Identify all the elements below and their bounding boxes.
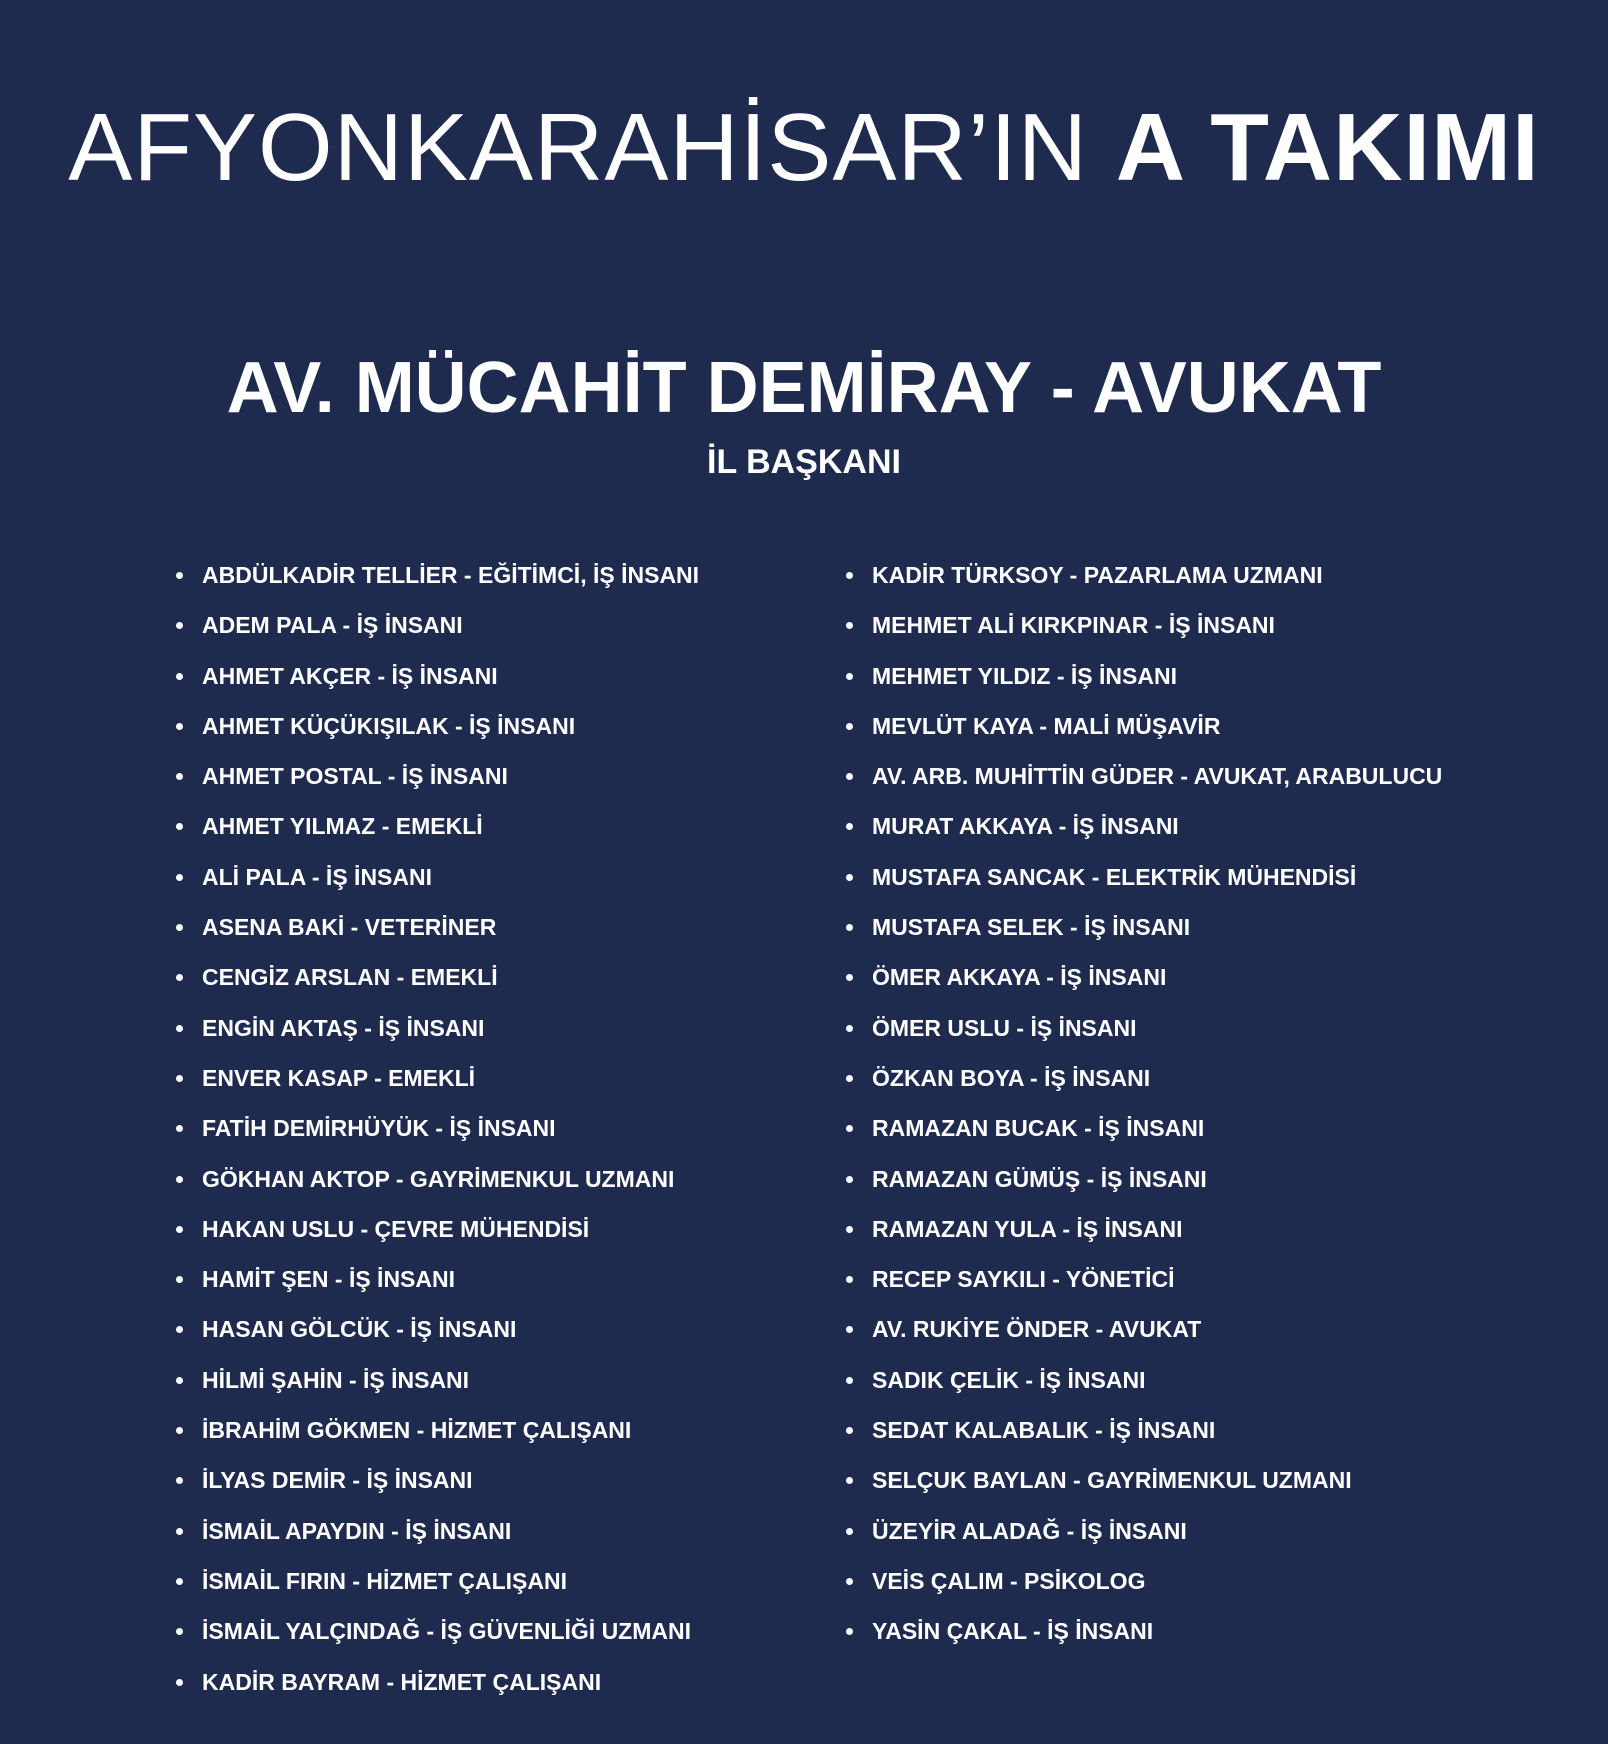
bullet-icon [176, 723, 183, 730]
member-name-role: MURAT AKKAYA - İŞ İNSANI [872, 813, 1179, 840]
bullet-icon [176, 1628, 183, 1635]
bullet-icon [176, 1427, 183, 1434]
bullet-icon [846, 773, 853, 780]
bullet-icon [176, 1176, 183, 1183]
member-name-role: ABDÜLKADİR TELLİER - EĞİTİMCİ, İŞ İNSANI [202, 562, 700, 588]
bullet-icon [846, 622, 853, 629]
member-list-item [172, 1204, 812, 1254]
member-name-role: MEHMET YILDIZ - İŞ İNSANI [872, 662, 1177, 689]
member-name-role: HİLMİ ŞAHİN - İŞ İNSANI [202, 1366, 470, 1393]
members-list-left [172, 550, 812, 1707]
bullet-icon [176, 924, 183, 931]
member-list-item [842, 801, 1482, 851]
member-list-item [172, 1355, 812, 1405]
member-name-role: AHMET YILMAZ - EMEKLİ [202, 813, 483, 840]
member-name-role: SELÇUK BAYLAN - GAYRİMENKUL UZMANI [872, 1467, 1352, 1494]
member-name-role: HAMİT ŞEN - İŞ İNSANI [202, 1266, 456, 1293]
bullet-icon [176, 1075, 183, 1082]
headline-bold: A TAKIMI [1115, 94, 1540, 201]
member-name-role: ÖMER AKKAYA - İŞ İNSANI [872, 964, 1167, 991]
member-name-role: SEDAT KALABALIK - İŞ İNSANI [872, 1417, 1216, 1444]
member-list-item [172, 1003, 812, 1053]
bullet-icon [176, 572, 183, 579]
bullet-icon [846, 1326, 853, 1333]
bullet-icon [176, 1326, 183, 1333]
member-list-item [842, 651, 1482, 701]
page-headline [0, 94, 1608, 201]
member-list-item [172, 651, 812, 701]
bullet-icon [176, 1578, 183, 1585]
bullet-icon [846, 1377, 853, 1384]
member-list-item [842, 751, 1482, 801]
member-list-item [842, 952, 1482, 1002]
member-name-role: RAMAZAN BUCAK - İŞ İNSANI [872, 1115, 1205, 1142]
bullet-icon [846, 1075, 853, 1082]
bullet-icon [176, 1377, 183, 1384]
member-name-role: ÖZKAN BOYA - İŞ İNSANI [872, 1064, 1151, 1091]
member-list-item [172, 1053, 812, 1103]
member-list-item [172, 902, 812, 952]
member-name-role: İBRAHİM GÖKMEN - HİZMET ÇALIŞANI [202, 1417, 632, 1444]
bullet-icon [176, 773, 183, 780]
member-list-item [172, 1154, 812, 1204]
bullet-icon [846, 1578, 853, 1585]
member-name-role: HAKAN USLU - ÇEVRE MÜHENDİSİ [202, 1215, 590, 1242]
member-list-item [842, 1506, 1482, 1556]
member-list-item [172, 701, 812, 751]
member-name-role: CENGİZ ARSLAN - EMEKLİ [202, 964, 498, 991]
member-list-item [842, 600, 1482, 650]
member-list-item [172, 1606, 812, 1656]
bullet-icon [176, 1477, 183, 1484]
members-list-right [842, 550, 1482, 1657]
member-name-role: İSMAİL YALÇINDAĞ - İŞ GÜVENLİĞİ UZMANI [202, 1618, 691, 1645]
member-name-role: RECEP SAYKILI - YÖNETİCİ [872, 1266, 1175, 1293]
member-list-item [172, 1657, 812, 1707]
bullet-icon [176, 1276, 183, 1283]
member-list-item [842, 852, 1482, 902]
member-name-role: İSMAİL APAYDIN - İŞ İNSANI [202, 1517, 512, 1544]
member-name-role: AV. RUKİYE ÖNDER - AVUKAT [872, 1316, 1202, 1343]
member-list-item [172, 1455, 812, 1505]
bullet-icon [846, 1477, 853, 1484]
member-name-role: KADİR TÜRKSOY - PAZARLAMA UZMANI [872, 562, 1323, 588]
bullet-icon [846, 723, 853, 730]
member-name-role: YASİN ÇAKAL - İŞ İNSANI [872, 1618, 1154, 1645]
bullet-icon [846, 874, 853, 881]
member-list-item [172, 1405, 812, 1455]
member-name-role: ADEM PALA - İŞ İNSANI [202, 612, 463, 639]
member-name-role: MUSTAFA SANCAK - ELEKTRİK MÜHENDİSİ [872, 863, 1357, 890]
bullet-icon [176, 1679, 183, 1686]
member-list-item [172, 1254, 812, 1304]
leader-title: İL BAŞKANI [707, 443, 901, 481]
member-name-role: AV. ARB. MUHİTTİN GÜDER - AVUKAT, ARABULUCU [872, 763, 1443, 790]
member-name-role: İSMAİL FIRIN - HİZMET ÇALIŞANI [202, 1567, 568, 1594]
bullet-icon [846, 1528, 853, 1535]
bullet-icon [846, 1628, 853, 1635]
member-list-item [172, 600, 812, 650]
bullet-icon [846, 1427, 853, 1434]
bullet-icon [846, 823, 853, 830]
bullet-icon [846, 1025, 853, 1032]
member-list-item [842, 1405, 1482, 1455]
member-list-item [842, 1204, 1482, 1254]
member-list-item [172, 550, 812, 600]
bullet-icon [176, 823, 183, 830]
member-list-item [172, 1304, 812, 1354]
bullet-icon [176, 1226, 183, 1233]
bullet-icon [846, 572, 853, 579]
member-name-role: ASENA BAKİ - VETERİNER [202, 914, 497, 941]
member-name-role: RAMAZAN GÜMÜŞ - İŞ İNSANI [872, 1165, 1207, 1192]
member-name-role: ÖMER USLU - İŞ İNSANI [872, 1014, 1137, 1041]
bullet-icon [846, 974, 853, 981]
member-list-item [842, 1355, 1482, 1405]
bullet-icon [176, 1528, 183, 1535]
bullet-icon [846, 1276, 853, 1283]
bullet-icon [176, 673, 183, 680]
member-list-item [842, 1254, 1482, 1304]
member-list-item [842, 1103, 1482, 1153]
bullet-icon [846, 673, 853, 680]
bullet-icon [846, 924, 853, 931]
member-list-item [172, 1506, 812, 1556]
member-list-item [842, 1154, 1482, 1204]
member-name-role: RAMAZAN YULA - İŞ İNSANI [872, 1215, 1183, 1242]
member-name-role: AHMET AKÇER - İŞ İNSANI [202, 662, 498, 689]
bullet-icon [846, 1125, 853, 1132]
member-list-item [842, 701, 1482, 751]
bullet-icon [176, 1125, 183, 1132]
member-name-role: SADIK ÇELİK - İŞ İNSANI [872, 1366, 1146, 1393]
member-name-role: MEHMET ALİ KIRKPINAR - İŞ İNSANI [872, 612, 1275, 639]
member-name-role: KADİR BAYRAM - HİZMET ÇALIŞANI [202, 1668, 602, 1695]
member-name-role: VEİS ÇALIM - PSİKOLOG [872, 1567, 1146, 1594]
member-name-role: ALİ PALA - İŞ İNSANI [202, 863, 432, 890]
member-list-item [842, 1606, 1482, 1656]
member-name-role: MEVLÜT KAYA - MALİ MÜŞAVİR [872, 712, 1221, 739]
bullet-icon [176, 974, 183, 981]
leader-name: AV. MÜCAHİT DEMİRAY - AVUKAT [226, 348, 1382, 428]
member-name-role: GÖKHAN AKTOP - GAYRİMENKUL UZMANI [202, 1165, 675, 1192]
member-list-item [842, 1304, 1482, 1354]
member-list-item [172, 1103, 812, 1153]
bullet-icon [846, 1226, 853, 1233]
member-name-role: MUSTAFA SELEK - İŞ İNSANI [872, 914, 1191, 941]
member-name-role: FATİH DEMİRHÜYÜK - İŞ İNSANI [202, 1115, 556, 1142]
bullet-icon [846, 1176, 853, 1183]
member-list-item [172, 1556, 812, 1606]
member-list-item [842, 1556, 1482, 1606]
member-name-role: HASAN GÖLCÜK - İŞ İNSANI [202, 1316, 517, 1343]
headline-light: AFYONKARAHİSAR’IN [68, 94, 1116, 201]
bullet-icon [176, 874, 183, 881]
bullet-icon [176, 622, 183, 629]
member-list-item [842, 550, 1482, 600]
member-name-role: ENVER KASAP - EMEKLİ [202, 1064, 476, 1091]
bullet-icon [176, 1025, 183, 1032]
member-list-item [842, 1003, 1482, 1053]
member-list-item [842, 1053, 1482, 1103]
member-name-role: AHMET KÜÇÜKIŞILAK - İŞ İNSANI [202, 712, 576, 739]
member-name-role: ENGİN AKTAŞ - İŞ İNSANI [202, 1014, 485, 1041]
member-list-item [172, 852, 812, 902]
member-list-item [172, 952, 812, 1002]
member-name-role: İLYAS DEMİR - İŞ İNSANI [202, 1467, 473, 1494]
member-name-role: ÜZEYİR ALADAĞ - İŞ İNSANI [872, 1517, 1187, 1544]
member-list-item [842, 1455, 1482, 1505]
member-list-item [842, 902, 1482, 952]
member-name-role: AHMET POSTAL - İŞ İNSANI [202, 763, 508, 790]
member-list-item [172, 751, 812, 801]
member-list-item [172, 801, 812, 851]
